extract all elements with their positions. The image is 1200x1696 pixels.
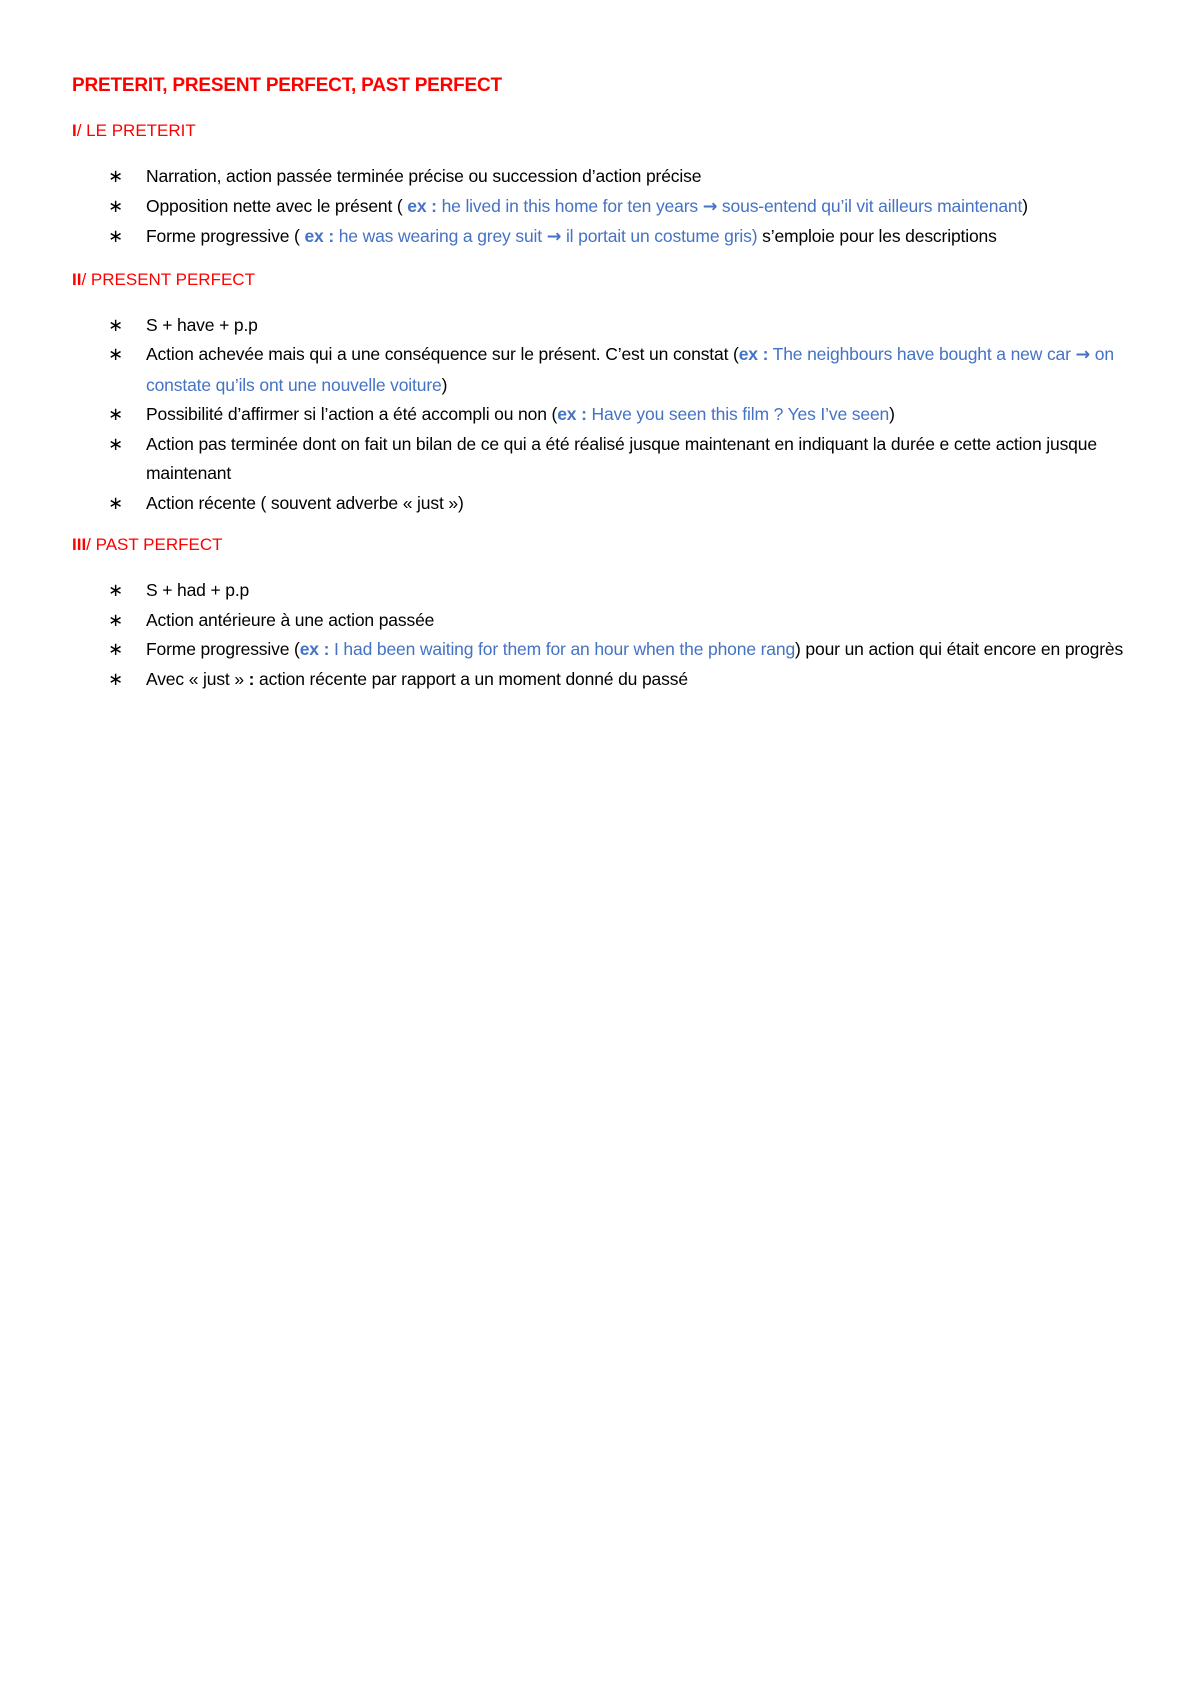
item-text: Forme progressive ( bbox=[146, 226, 305, 246]
item-text: S + have + p.p bbox=[146, 314, 258, 335]
example-sentence: he was wearing a grey suit bbox=[334, 226, 547, 246]
example-translation: sous-entend qu’il vit ailleurs maintenant bbox=[717, 195, 1023, 216]
example-sentence: Have you seen this film ? Yes I’ve seen bbox=[586, 404, 890, 424]
section-heading bbox=[72, 269, 1132, 291]
item-text: Narration, action passée terminée précise ou succession d’action précise bbox=[146, 166, 702, 186]
example-sentence: he lived in this home for ten years bbox=[436, 195, 703, 216]
asterisk-icon: ∗ bbox=[108, 580, 123, 601]
example-text bbox=[304, 226, 757, 246]
example-sentence: I had been waiting for them for an hour when the phone rang bbox=[329, 639, 796, 659]
item-text: Avec « just » bbox=[146, 668, 249, 689]
asterisk-icon: ∗ bbox=[108, 195, 123, 217]
item-text: Action récente ( souvent adverbe « just ») bbox=[146, 492, 464, 513]
bullet-list bbox=[72, 576, 1132, 694]
example-sentence: The neighbours have bought a new car bbox=[768, 344, 1076, 364]
item-text: Action antérieure à une action passée bbox=[146, 609, 435, 630]
document-page bbox=[72, 74, 1132, 710]
item-text: Possibilité d’affirmer si l’action a été accompli ou non ( bbox=[146, 404, 558, 424]
item-text: Opposition nette avec le présent ( bbox=[146, 195, 408, 216]
example-translation: il portait un costume gris) bbox=[561, 226, 758, 246]
asterisk-icon: ∗ bbox=[108, 492, 123, 514]
list-item bbox=[72, 192, 1132, 223]
asterisk-icon: ∗ bbox=[108, 433, 123, 455]
list-item bbox=[72, 222, 1132, 253]
section-heading bbox=[72, 120, 1132, 142]
arrow-right-icon: → bbox=[702, 196, 718, 217]
section-heading-text: / PRESENT PERFECT bbox=[81, 269, 255, 289]
section-number: II bbox=[72, 269, 82, 289]
item-text: Forme progressive ( bbox=[146, 639, 300, 659]
example-text bbox=[300, 639, 795, 659]
item-text: Action achevée mais qui a une conséquence sur le présent. C’est un constat ( bbox=[146, 344, 739, 364]
item-text-end: ) bbox=[441, 374, 448, 395]
example-text bbox=[557, 404, 889, 424]
asterisk-icon: ∗ bbox=[108, 226, 123, 247]
list-item bbox=[72, 162, 1132, 192]
section-heading bbox=[72, 534, 1132, 556]
asterisk-icon: ∗ bbox=[108, 668, 123, 690]
list-item bbox=[72, 489, 1132, 519]
item-text-end: action récente par rapport a un moment donné du passé bbox=[254, 668, 688, 689]
asterisk-icon: ∗ bbox=[108, 344, 123, 365]
asterisk-icon: ∗ bbox=[108, 639, 123, 660]
arrow-right-icon: → bbox=[546, 227, 562, 247]
asterisk-icon: ∗ bbox=[108, 314, 123, 336]
section-heading-text: / LE PRETERIT bbox=[76, 121, 196, 140]
example-label: ex : bbox=[299, 639, 330, 659]
list-item bbox=[72, 606, 1132, 636]
list-item bbox=[72, 430, 1132, 489]
list-item bbox=[72, 576, 1132, 606]
item-text-end: ) pour un action qui était encore en progrès bbox=[795, 639, 1124, 659]
item-text-end: s’emploie pour les descriptions bbox=[757, 226, 997, 246]
example-text bbox=[407, 196, 1022, 216]
example-translation: on constate qu’ils ont une nouvelle voiture bbox=[146, 344, 1114, 395]
section-preterit bbox=[72, 120, 1132, 253]
example-label: ex : bbox=[557, 404, 587, 424]
bullet-list bbox=[72, 162, 1132, 253]
example-label: ex : bbox=[304, 226, 334, 246]
document-title: PRETERIT, PRESENT PERFECT, PAST PERFECT bbox=[72, 75, 502, 96]
section-heading-text: / PAST PERFECT bbox=[86, 535, 223, 554]
bullet-list bbox=[72, 311, 1132, 519]
item-colon: : bbox=[248, 668, 255, 689]
item-text-end: ) bbox=[1022, 195, 1028, 216]
arrow-right-icon: → bbox=[1075, 345, 1091, 365]
example-label: ex : bbox=[738, 344, 769, 364]
asterisk-icon: ∗ bbox=[108, 609, 123, 631]
section-number: I bbox=[72, 121, 77, 140]
item-text: S + had + p.p bbox=[146, 580, 250, 600]
list-item bbox=[72, 635, 1132, 665]
item-text: Action pas terminée dont on fait un bilan de ce qui a été réalisé jusque maintenant en indiquant la durée e cette action jusque maintenant bbox=[146, 433, 1097, 483]
example-label: ex : bbox=[407, 195, 437, 216]
section-number: III bbox=[72, 535, 87, 554]
list-item bbox=[72, 665, 1132, 695]
asterisk-icon: ∗ bbox=[108, 404, 123, 425]
section-present-perfect bbox=[72, 269, 1132, 519]
section-past-perfect bbox=[72, 534, 1132, 694]
asterisk-icon: ∗ bbox=[108, 166, 123, 187]
list-item bbox=[72, 311, 1132, 341]
list-item bbox=[72, 400, 1132, 430]
list-item bbox=[72, 340, 1132, 400]
item-text-end: ) bbox=[889, 404, 895, 424]
